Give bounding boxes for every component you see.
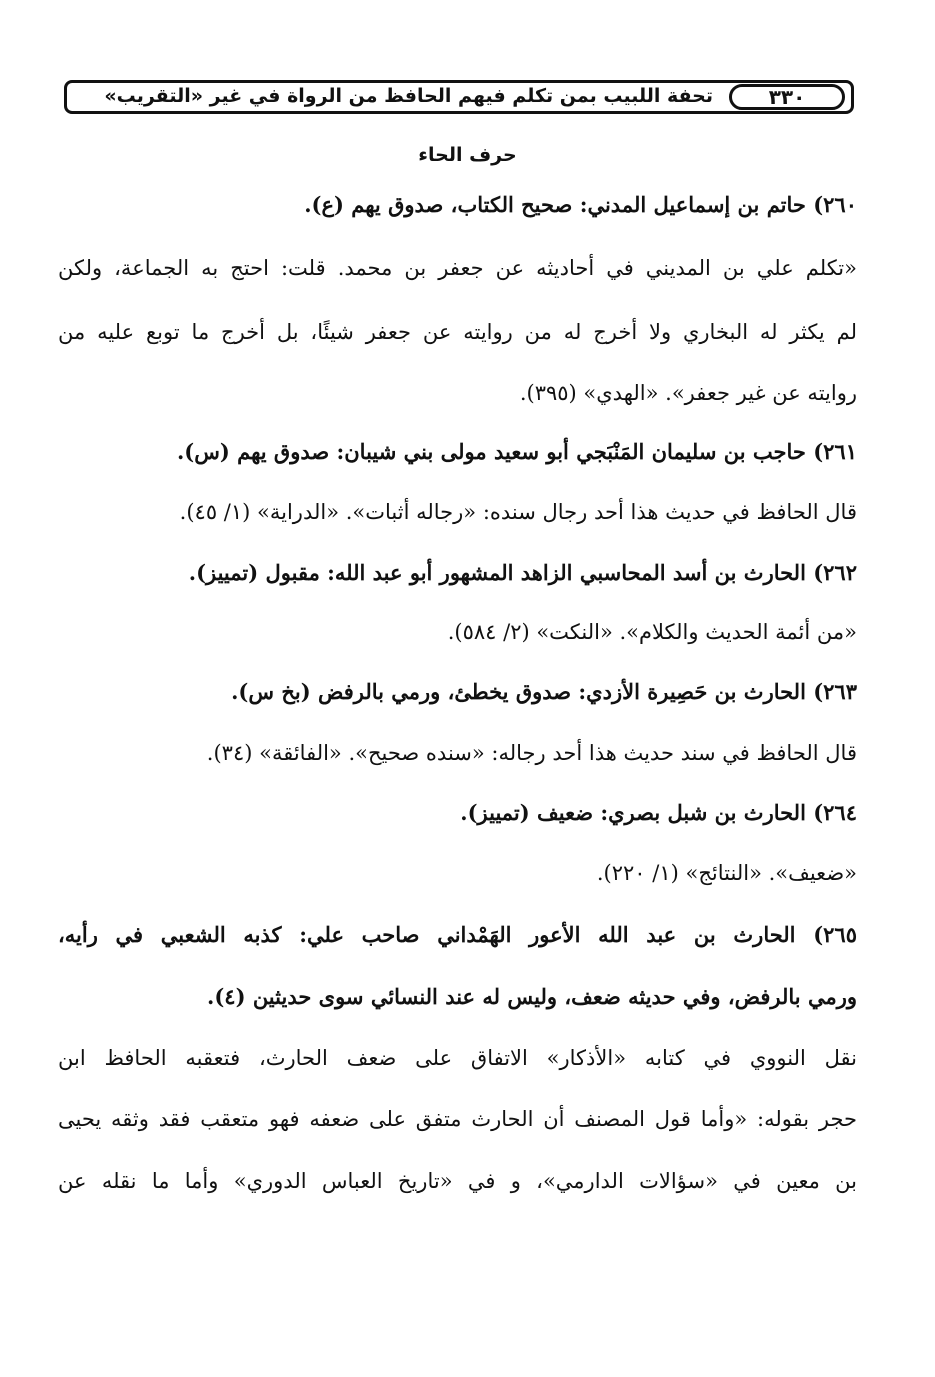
text-line: قال الحافظ في سند حديث هذا أحد رجاله: «سنده صحيح». «الفائقة» (٣٤). (206, 741, 857, 765)
text-line: «تكلم علي بن المديني في أحاديثه عن جعفر بن محمد. قلت: احتج به الجماعة، ولكن (58, 256, 857, 280)
entry-heading-continued: ورمي بالرفض، وفي حديثه ضعف، وليس له عند النسائي سوى حديثين (٤). (207, 984, 857, 1009)
entry-heading: ٢٦٣) الحارث بن حَصِيرة الأزدي: صدوق يخطئ، ورمي بالرفض (بخ س). (231, 679, 857, 704)
text-line: لم يكثر له البخاري ولا أخرج له من روايته عن جعفر شيئًا، بل أخرج ما توبع عليه من (58, 320, 857, 344)
text-line: نقل النووي في كتابه «الأذكار» الاتفاق على ضعف الحارث، فتعقبه الحافظ ابن (58, 1046, 857, 1070)
text-line: حجر بقوله: «وأما قول المصنف أن الحارث متفق على ضعفه فهو متعقب فقد وثقه يحيى (58, 1107, 857, 1131)
text-line: «ضعيف». «النتائج» (١/ ٢٢٠). (596, 861, 857, 885)
entry-heading: ٢٦٥) الحارث بن عبد الله الأعور الهَمْداني صاحب علي: كذبه الشعبي في رأيه، (58, 922, 857, 947)
entry-heading: ٢٦١) حاجب بن سليمان المَنْبَجي أبو سعيد مولى بني شيبان: صدوق يهم (س). (176, 439, 857, 464)
text-line: روايته عن غير جعفر». «الهدي» (٣٩٥). (519, 381, 857, 405)
book-title: تحفة اللبيب بمن تكلم فيهم الحافظ من الرواة في غير «التقريب» (104, 85, 713, 107)
running-header (64, 80, 854, 114)
entry-heading: ٢٦٢) الحارث بن أسد المحاسبي الزاهد المشهور أبو عبد الله: مقبول (تمييز). (188, 560, 857, 585)
section-title: حرف الحاء (418, 144, 517, 166)
page-number: ٣٣٠ (729, 84, 845, 110)
entry-heading: ٢٦٠) حاتم بن إسماعيل المدني: صحيح الكتاب، صدوق يهم (ع). (304, 192, 857, 217)
text-line: قال الحافظ في حديث هذا أحد رجال سنده: «رجاله أثبات». «الدراية» (١/ ٤٥). (179, 500, 857, 524)
text-line: بن معين في «سؤالات الدارمي»، و في «تاريخ العباس الدوري» وأما ما نقله عن (58, 1169, 857, 1193)
entry-heading: ٢٦٤) الحارث بن شبل بصري: ضعيف (تمييز). (460, 800, 857, 825)
text-line: «من أئمة الحديث والكلام». «النكت» (٢/ ٥٨٤). (447, 620, 857, 644)
